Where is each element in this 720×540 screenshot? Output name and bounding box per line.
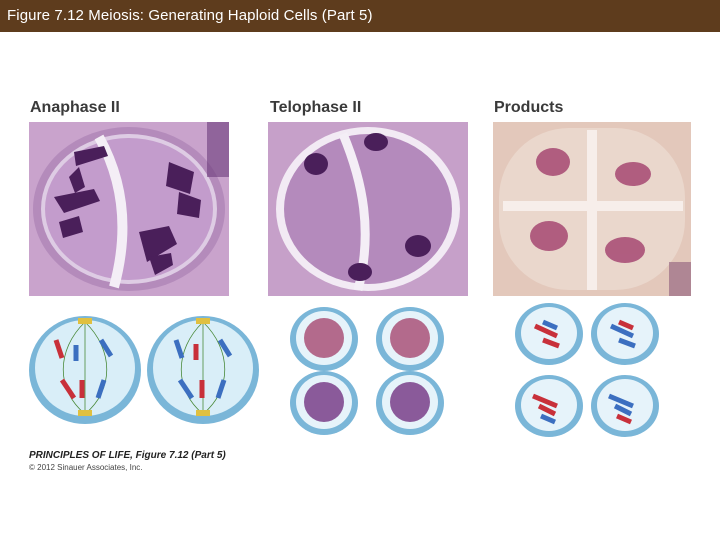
figure-credit: PRINCIPLES OF LIFE, Figure 7.12 (Part 5) xyxy=(29,450,226,461)
products-micrograph xyxy=(493,122,691,296)
label-anaphase-ii: Anaphase II xyxy=(30,99,120,116)
telophase-ii-diagram xyxy=(286,305,450,437)
anaphase-ii-micrograph xyxy=(29,122,229,296)
slide-title: Figure 7.12 Meiosis: Generating Haploid Cells (Part 5) xyxy=(7,7,373,24)
products-diagram xyxy=(513,302,663,438)
anaphase-ii-diagram xyxy=(26,310,262,426)
telophase-ii-micrograph xyxy=(268,122,468,296)
title-bar xyxy=(0,0,720,32)
label-products: Products xyxy=(494,99,564,116)
label-telophase-ii: Telophase II xyxy=(270,99,362,116)
copyright-line: © 2012 Sinauer Associates, Inc. xyxy=(29,463,143,472)
